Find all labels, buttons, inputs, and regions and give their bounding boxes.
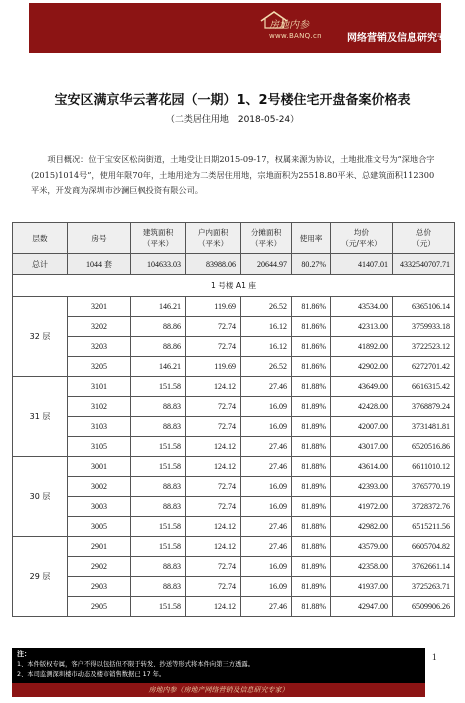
cell-build-area: 146.21 <box>131 357 186 377</box>
cell-share-area: 27.46 <box>241 517 292 537</box>
cell-share-area: 27.46 <box>241 537 292 557</box>
cell-room: 3103 <box>68 417 131 437</box>
cell-usage-rate: 81.88% <box>292 457 331 477</box>
cell-share-area: 27.46 <box>241 457 292 477</box>
cell-inner-area: 124.12 <box>186 377 241 397</box>
cell-usage-rate: 81.89% <box>292 477 331 497</box>
cell-total-price: 3765770.19 <box>393 477 455 497</box>
cell-room: 3001 <box>68 457 131 477</box>
cell-unit-price: 43534.00 <box>331 297 393 317</box>
table-row <box>13 377 455 397</box>
total-row <box>13 254 455 275</box>
cell-inner-area: 72.74 <box>186 397 241 417</box>
cell-share-area: 16.12 <box>241 317 292 337</box>
cell-total-price: 6509906.26 <box>393 597 455 617</box>
table-row <box>13 477 455 497</box>
cell-share-area: 27.46 <box>241 377 292 397</box>
cell-total-price: 3731481.81 <box>393 417 455 437</box>
cell-room: 2901 <box>68 537 131 557</box>
cell-share-area: 16.09 <box>241 417 292 437</box>
cell-build-area: 151.58 <box>131 377 186 397</box>
cell-room: 3101 <box>68 377 131 397</box>
header-room: 房号 <box>68 223 131 254</box>
cell-share-area: 16.12 <box>241 337 292 357</box>
cell-usage-rate: 81.89% <box>292 557 331 577</box>
cell-usage-rate: 81.88% <box>292 517 331 537</box>
brand-name: 房地内参 <box>269 20 309 31</box>
total-share-area: 20644.97 <box>241 254 292 275</box>
cell-inner-area: 72.74 <box>186 577 241 597</box>
notes-title: 注： <box>17 650 31 658</box>
cell-usage-rate: 81.88% <box>292 437 331 457</box>
floor-label: 29 层 <box>13 537 68 617</box>
cell-room: 3202 <box>68 317 131 337</box>
cell-unit-price: 42428.00 <box>331 397 393 417</box>
header-total-price: 总价 （元） <box>393 223 455 254</box>
header-inner-area: 户内面积 （平米） <box>186 223 241 254</box>
cell-share-area: 16.09 <box>241 577 292 597</box>
table-row <box>13 397 455 417</box>
floor-label: 32 层 <box>13 297 68 377</box>
project-overview: 项目概况：位于宝安区松岗街道，土地受让日期2015-09-17，权属来源为协议，土地批准文号为“深地合字(2015)1014号”，使用年限70年，土地用途为二类居住用地，宗地面积为25518.80平米、总建筑面积112300平米，开发商为深圳市沙澜巨枫投资有限公司。 <box>31 154 435 195</box>
cell-usage-rate: 81.88% <box>292 377 331 397</box>
cell-unit-price: 41937.00 <box>331 577 393 597</box>
cell-inner-area: 72.74 <box>186 557 241 577</box>
cell-room: 3002 <box>68 477 131 497</box>
cell-build-area: 151.58 <box>131 517 186 537</box>
cell-build-area: 88.83 <box>131 557 186 577</box>
cell-total-price: 6272701.42 <box>393 357 455 377</box>
table-row <box>13 497 455 517</box>
floor-label: 31 层 <box>13 377 68 457</box>
cell-total-price: 6365106.14 <box>393 297 455 317</box>
table-row <box>13 317 455 337</box>
header-usage-rate: 使用率 <box>292 223 331 254</box>
cell-room: 3201 <box>68 297 131 317</box>
header-floor: 层数 <box>13 223 68 254</box>
cell-room: 3005 <box>68 517 131 537</box>
cell-share-area: 26.52 <box>241 297 292 317</box>
cell-room: 3205 <box>68 357 131 377</box>
cell-unit-price: 43649.00 <box>331 377 393 397</box>
cell-build-area: 88.83 <box>131 397 186 417</box>
total-unit-price: 41407.01 <box>331 254 393 275</box>
cell-total-price: 3728372.76 <box>393 497 455 517</box>
cell-inner-area: 72.74 <box>186 497 241 517</box>
cell-unit-price: 42007.00 <box>331 417 393 437</box>
cell-total-price: 6616315.42 <box>393 377 455 397</box>
total-inner-area: 83988.06 <box>186 254 241 275</box>
cell-inner-area: 72.74 <box>186 317 241 337</box>
header-banner <box>29 3 457 53</box>
cell-unit-price: 43614.00 <box>331 457 393 477</box>
floor-label: 30 层 <box>13 457 68 537</box>
cell-usage-rate: 81.88% <box>292 597 331 617</box>
cell-inner-area: 72.74 <box>186 417 241 437</box>
cell-unit-price: 43017.00 <box>331 437 393 457</box>
cell-usage-rate: 81.89% <box>292 417 331 437</box>
table-row <box>13 357 455 377</box>
cell-usage-rate: 81.89% <box>292 577 331 597</box>
cell-inner-area: 124.12 <box>186 437 241 457</box>
cell-share-area: 27.46 <box>241 597 292 617</box>
brand-url: www.BANQ.cn <box>269 32 322 40</box>
cell-room: 3102 <box>68 397 131 417</box>
cell-total-price: 3759933.18 <box>393 317 455 337</box>
header-build-area: 建筑面积 （平米） <box>131 223 186 254</box>
table-row <box>13 597 455 617</box>
header-tagline: 网络营销及信息研究专家 <box>347 33 457 44</box>
cell-build-area: 151.58 <box>131 437 186 457</box>
header-unit-price: 均价 （元/平米） <box>331 223 393 254</box>
price-table <box>12 222 455 617</box>
cell-share-area: 26.52 <box>241 357 292 377</box>
cell-build-area: 151.58 <box>131 537 186 557</box>
document-title: 宝安区满京华云著花园（一期）1、2号楼住宅开盘备案价格表 <box>54 93 411 108</box>
header-share-area: 分摊面积 （平米） <box>241 223 292 254</box>
cell-unit-price: 43579.00 <box>331 537 393 557</box>
cell-share-area: 27.46 <box>241 437 292 457</box>
cell-total-price: 6605704.82 <box>393 537 455 557</box>
cell-room: 3003 <box>68 497 131 517</box>
table-row <box>13 337 455 357</box>
table-header-row <box>13 223 455 254</box>
total-total-price: 4332540707.71 <box>393 254 455 275</box>
total-usage-rate: 80.27% <box>292 254 331 275</box>
cell-unit-price: 42947.00 <box>331 597 393 617</box>
document-subtitle: （二类居住用地 2018-05-24） <box>165 115 300 125</box>
cell-inner-area: 124.12 <box>186 597 241 617</box>
cell-room: 3203 <box>68 337 131 357</box>
cell-total-price: 6515211.56 <box>393 517 455 537</box>
cell-build-area: 88.83 <box>131 417 186 437</box>
cell-total-price: 3725263.71 <box>393 577 455 597</box>
cell-inner-area: 124.12 <box>186 457 241 477</box>
cell-share-area: 16.09 <box>241 497 292 517</box>
table-row <box>13 577 455 597</box>
cell-unit-price: 41972.00 <box>331 497 393 517</box>
cell-room: 2903 <box>68 577 131 597</box>
cell-usage-rate: 81.88% <box>292 537 331 557</box>
page-number: 1 <box>432 652 437 662</box>
total-label: 总计 <box>13 254 68 275</box>
section-row <box>13 275 455 297</box>
total-build-area: 104633.03 <box>131 254 186 275</box>
cell-room: 2905 <box>68 597 131 617</box>
cell-inner-area: 124.12 <box>186 517 241 537</box>
cell-usage-rate: 81.86% <box>292 337 331 357</box>
cell-inner-area: 72.74 <box>186 337 241 357</box>
cell-total-price: 6520516.86 <box>393 437 455 457</box>
cell-share-area: 16.09 <box>241 397 292 417</box>
cell-build-area: 146.21 <box>131 297 186 317</box>
cell-usage-rate: 81.86% <box>292 317 331 337</box>
cell-usage-rate: 81.89% <box>292 397 331 417</box>
cell-share-area: 16.09 <box>241 557 292 577</box>
cell-unit-price: 42982.00 <box>331 517 393 537</box>
cell-unit-price: 41892.00 <box>331 337 393 357</box>
cell-total-price: 3768879.24 <box>393 397 455 417</box>
cell-unit-price: 42313.00 <box>331 317 393 337</box>
notes-box <box>12 648 425 683</box>
cell-total-price: 3762661.14 <box>393 557 455 577</box>
section-title: 1 号楼 A1 座 <box>13 275 455 297</box>
cell-build-area: 88.86 <box>131 337 186 357</box>
cell-inner-area: 72.74 <box>186 477 241 497</box>
table-row <box>13 297 455 317</box>
cell-inner-area: 119.69 <box>186 357 241 377</box>
cell-total-price: 3722523.12 <box>393 337 455 357</box>
cell-inner-area: 124.12 <box>186 537 241 557</box>
table-row <box>13 457 455 477</box>
cell-share-area: 16.09 <box>241 477 292 497</box>
cell-unit-price: 42393.00 <box>331 477 393 497</box>
table-row <box>13 417 455 437</box>
cell-build-area: 151.58 <box>131 597 186 617</box>
cell-total-price: 6611010.12 <box>393 457 455 477</box>
table-row <box>13 537 455 557</box>
cell-unit-price: 42358.00 <box>331 557 393 577</box>
cell-build-area: 151.58 <box>131 457 186 477</box>
table-row <box>13 517 455 537</box>
note-item: 2、本司监测深圳楼市动态及楼市销售数据已 17 年。 <box>17 671 166 678</box>
footer-banner: 房地内参（房地产网络营销及信息研究专家） <box>12 683 425 697</box>
cell-unit-price: 42902.00 <box>331 357 393 377</box>
cell-room: 3105 <box>68 437 131 457</box>
table-row <box>13 437 455 457</box>
cell-usage-rate: 81.89% <box>292 497 331 517</box>
cell-room: 2902 <box>68 557 131 577</box>
note-item: 1、本件版权专属，客户不得以包括但不限于转发、抄送等形式将本件向第三方透露。 <box>17 660 254 668</box>
cell-build-area: 88.83 <box>131 497 186 517</box>
cell-build-area: 88.86 <box>131 317 186 337</box>
cell-usage-rate: 81.86% <box>292 357 331 377</box>
cell-usage-rate: 81.86% <box>292 297 331 317</box>
cell-build-area: 88.83 <box>131 577 186 597</box>
total-rooms: 1044 套 <box>68 254 131 275</box>
cell-inner-area: 119.69 <box>186 297 241 317</box>
cell-build-area: 88.83 <box>131 477 186 497</box>
table-row <box>13 557 455 577</box>
